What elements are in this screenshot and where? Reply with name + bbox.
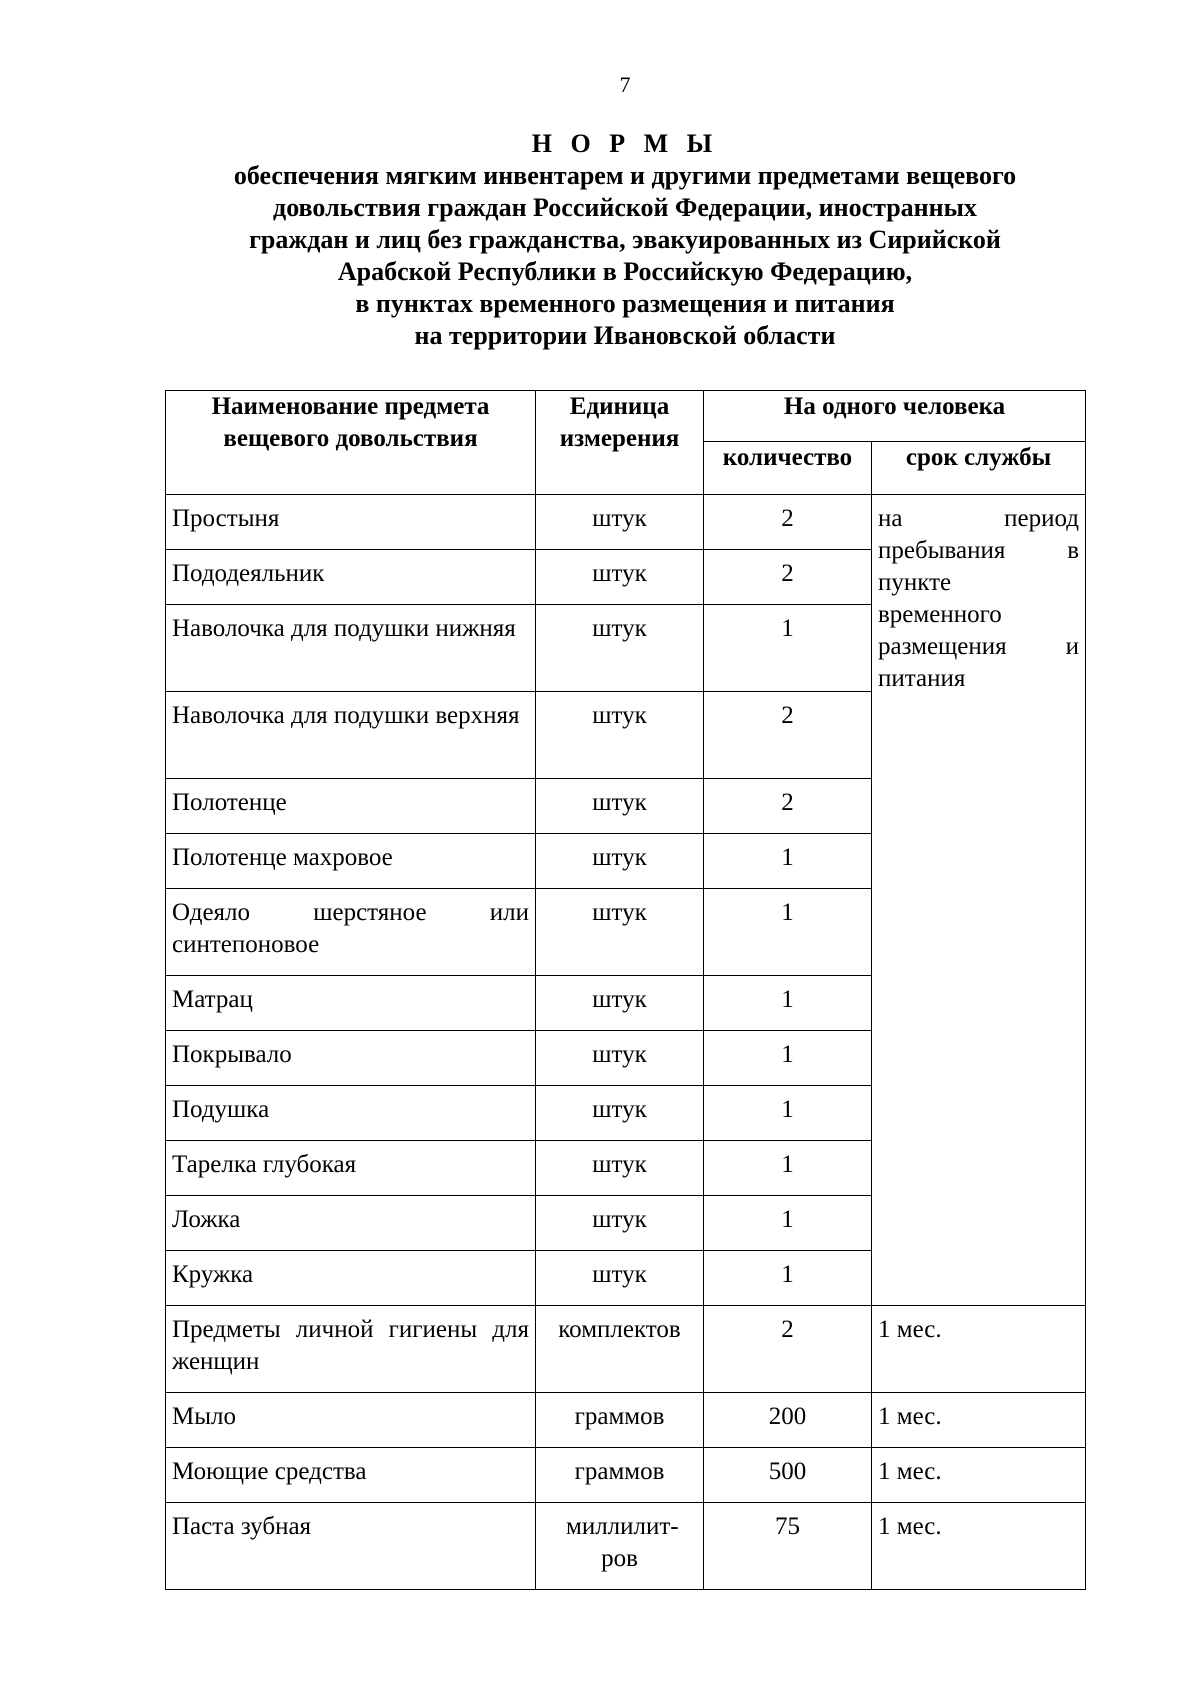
row-item-name: Предметы личной гигиены для женщин xyxy=(166,1306,536,1393)
row-quantity: 1 xyxy=(704,1196,872,1251)
row-unit: штук xyxy=(536,692,704,779)
row-quantity: 2 xyxy=(704,495,872,550)
header-unit: Единица измерения xyxy=(536,391,704,495)
page-number: 7 xyxy=(619,72,631,97)
table-row xyxy=(166,1503,1086,1590)
norms-table xyxy=(165,390,1086,1590)
subtitle-line: Арабской Республики в Российскую Федерацию, xyxy=(337,257,913,286)
row-unit: граммов xyxy=(536,1393,704,1448)
row-unit: миллилит-ров xyxy=(536,1503,704,1590)
row-quantity: 200 xyxy=(704,1393,872,1448)
row-item-name: Одеяло шерстяное или синтепоновое xyxy=(166,889,536,976)
table-row xyxy=(166,495,1086,550)
table-row xyxy=(166,1393,1086,1448)
row-item-name: Кружка xyxy=(166,1251,536,1306)
row-item-name: Полотенце xyxy=(166,779,536,834)
header-per-person: На одного человека xyxy=(704,391,1086,442)
row-unit: штук xyxy=(536,889,704,976)
row-item-name: Паста зубная xyxy=(166,1503,536,1590)
row-unit: штук xyxy=(536,976,704,1031)
row-item-name: Простыня xyxy=(166,495,536,550)
row-quantity: 2 xyxy=(704,550,872,605)
subtitle-line: довольствия граждан Российской Федерации, иностранных xyxy=(273,193,977,222)
row-unit: штук xyxy=(536,1141,704,1196)
row-unit: штук xyxy=(536,1251,704,1306)
header-term: срок службы xyxy=(872,442,1086,495)
row-item-name: Покрывало xyxy=(166,1031,536,1086)
subtitle-line: обеспечения мягким инвентарем и другими предметами вещевого xyxy=(233,161,1017,190)
row-quantity: 2 xyxy=(704,692,872,779)
row-unit: штук xyxy=(536,1031,704,1086)
row-quantity: 1 xyxy=(704,889,872,976)
row-quantity: 75 xyxy=(704,1503,872,1590)
row-unit: штук xyxy=(536,550,704,605)
row-unit: штук xyxy=(536,605,704,692)
row-term: 1 мес. xyxy=(872,1503,1086,1590)
row-item-name: Полотенце махровое xyxy=(166,834,536,889)
row-term: 1 мес. xyxy=(872,1393,1086,1448)
row-term: 1 мес. xyxy=(872,1306,1086,1393)
subtitle-line: в пунктах временного размещения и питания xyxy=(355,289,895,318)
table-row xyxy=(166,1448,1086,1503)
header-item-name: Наименование предмета вещевого довольствия xyxy=(166,391,536,495)
row-term: 1 мес. xyxy=(872,1448,1086,1503)
row-quantity: 1 xyxy=(704,976,872,1031)
row-item-name: Матрац xyxy=(166,976,536,1031)
row-item-name: Пододеяльник xyxy=(166,550,536,605)
document-heading xyxy=(0,128,1200,352)
row-item-name: Мыло xyxy=(166,1393,536,1448)
row-quantity: 1 xyxy=(704,1141,872,1196)
row-item-name: Тарелка глубокая xyxy=(166,1141,536,1196)
row-item-name: Подушка xyxy=(166,1086,536,1141)
row-item-name: Наволочка для подушки верхняя xyxy=(166,692,536,779)
row-quantity: 1 xyxy=(704,605,872,692)
row-unit: штук xyxy=(536,834,704,889)
row-unit: штук xyxy=(536,779,704,834)
row-quantity: 1 xyxy=(704,1086,872,1141)
subtitle-line: на территории Ивановской области xyxy=(414,321,836,350)
row-quantity: 2 xyxy=(704,779,872,834)
document-title: Н О Р М Ы xyxy=(531,129,719,158)
row-quantity: 1 xyxy=(704,1031,872,1086)
subtitle-line: граждан и лиц без гражданства, эвакуированных из Сирийской xyxy=(249,225,1001,254)
row-unit: штук xyxy=(536,1086,704,1141)
row-item-name: Моющие средства xyxy=(166,1448,536,1503)
header-quantity: количество xyxy=(704,442,872,495)
row-item-name: Наволочка для подушки нижняя xyxy=(166,605,536,692)
row-unit: граммов xyxy=(536,1448,704,1503)
row-quantity: 1 xyxy=(704,1251,872,1306)
row-unit: штук xyxy=(536,495,704,550)
row-item-name: Ложка xyxy=(166,1196,536,1251)
table-row xyxy=(166,1306,1086,1393)
row-quantity: 500 xyxy=(704,1448,872,1503)
row-unit: штук xyxy=(536,1196,704,1251)
row-quantity: 1 xyxy=(704,834,872,889)
shared-term-cell: на период пребывания в пункте временного размещения и питания xyxy=(872,495,1086,1306)
row-unit: комплектов xyxy=(536,1306,704,1393)
row-quantity: 2 xyxy=(704,1306,872,1393)
